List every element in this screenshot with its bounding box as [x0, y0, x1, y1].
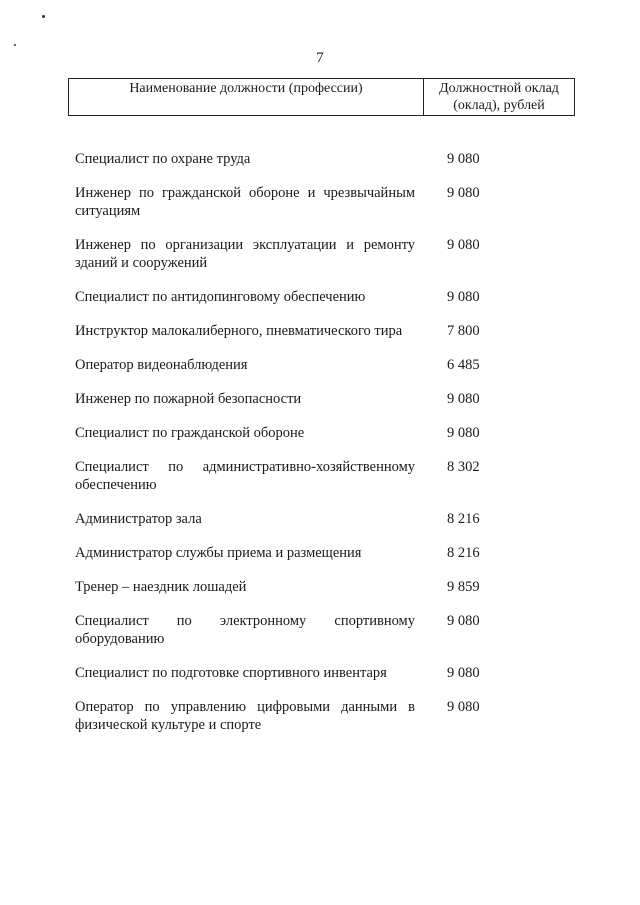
table-row — [75, 390, 575, 408]
position-salary: 7 800 — [447, 323, 480, 339]
position-name: Администратор зала — [75, 511, 202, 527]
position-name: Инженер по пожарной безопасности — [75, 391, 302, 407]
position-name: Инженер по организации эксплуатации и ремонту зданий и сооружений — [75, 237, 415, 271]
table-row — [75, 322, 575, 340]
position-name: Специалист по административно-хозяйственному обеспечению — [75, 459, 415, 493]
position-name: Специалист по антидопинговому обеспечению — [75, 289, 366, 305]
position-name: Специалист по гражданской обороне — [75, 425, 305, 441]
position-salary: 9 080 — [447, 237, 480, 253]
position-name: Специалист по подготовке спортивного инвентаря — [75, 665, 387, 681]
position-salary: 9 080 — [447, 699, 480, 715]
scan-speck — [42, 15, 45, 18]
table-row — [75, 612, 575, 648]
table-row — [75, 578, 575, 596]
position-name: Тренер – наездник лошадей — [75, 579, 247, 595]
table-row — [75, 424, 575, 442]
table-row — [75, 510, 575, 528]
header-position-name: Наименование должности (профессии) — [69, 79, 424, 115]
table-row — [75, 544, 575, 562]
position-salary: 9 080 — [447, 391, 480, 407]
position-salary: 9 859 — [447, 579, 480, 595]
table-row — [75, 288, 575, 306]
position-name: Инженер по гражданской обороне и чрезвычайным ситуациям — [75, 185, 415, 219]
position-salary: 8 302 — [447, 459, 480, 475]
table-row — [75, 184, 575, 220]
position-salary: 9 080 — [447, 185, 480, 201]
scan-speck — [14, 44, 16, 46]
position-name: Специалист по охране труда — [75, 151, 251, 167]
table-row — [75, 356, 575, 374]
position-salary: 9 080 — [447, 613, 480, 629]
position-name: Инструктор малокалиберного, пневматического тира — [75, 323, 403, 339]
header-salary-line2: (оклад), рублей — [453, 98, 545, 113]
position-name: Специалист по электронному спортивному оборудованию — [75, 613, 415, 647]
table-row — [75, 458, 575, 494]
table-header — [68, 78, 575, 116]
page-number: 7 — [316, 50, 324, 66]
position-salary: 9 080 — [447, 425, 480, 441]
table-row — [75, 698, 575, 734]
table-row — [75, 236, 575, 272]
position-name: Оператор по управлению цифровыми данными в физической культуре и спорте — [75, 699, 415, 733]
position-name: Оператор видеонаблюдения — [75, 357, 248, 373]
position-salary: 8 216 — [447, 511, 480, 527]
positions-list — [75, 150, 575, 750]
table-row — [75, 150, 575, 168]
position-salary: 9 080 — [447, 665, 480, 681]
position-salary: 6 485 — [447, 357, 480, 373]
position-name: Администратор службы приема и размещения — [75, 545, 362, 561]
header-salary-line1: Должностной оклад — [439, 81, 559, 96]
header-salary — [424, 79, 574, 115]
position-salary: 8 216 — [447, 545, 480, 561]
position-salary: 9 080 — [447, 151, 480, 167]
position-salary: 9 080 — [447, 289, 480, 305]
table-row — [75, 664, 575, 682]
